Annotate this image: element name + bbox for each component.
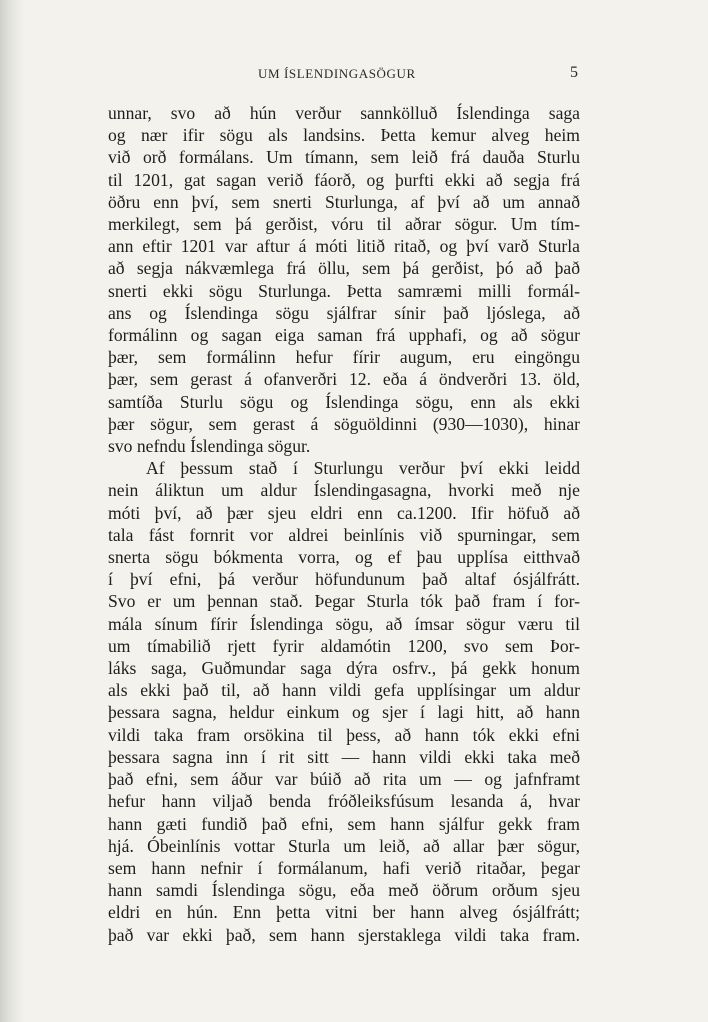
text-line: þessara sagna, heldur einkum og sjer í lagi hitt, að hann xyxy=(108,702,580,723)
text-line: þær, sem formálinn hefur fírir augum, eru eingöngu xyxy=(108,347,580,368)
text-line: hefur hann viljað benda fróðleiksfúsum lesanda á, hvar xyxy=(108,791,580,812)
text-line: til 1201, gat sagan verið fáorð, og þurfti ekki að segja frá xyxy=(108,169,580,190)
text-line: og nær ifir sögu als landsins. Þetta kemur alveg heim xyxy=(108,125,580,146)
text-line: samtíða Sturlu sögu og Íslendinga sögu, enn als ekki xyxy=(108,391,580,412)
text-line: ann eftir 1201 var aftur á móti litið ritað, og því varð Sturla xyxy=(108,236,580,257)
text-line: við orð formálans. Um tímann, sem leið frá dauða Sturlu xyxy=(108,147,580,168)
text-line: formálinn og sagan eiga saman frá upphafi, og að sögur xyxy=(108,325,580,346)
text-line: ans og Íslendinga sögu sjálfrar sínir það ljóslega, að xyxy=(108,302,580,323)
text-line: hjá. Óbeinlínis vottar Sturla um leið, að allar þær sögur, xyxy=(108,835,580,856)
text-line: tala fást fornrit vor aldrei beinlínis við spurningar, sem xyxy=(108,524,580,545)
body-text xyxy=(108,102,580,946)
page-number: 5 xyxy=(570,64,578,81)
text-line: sem hann nefnir í formálanum, hafi verið ritaðar, þegar xyxy=(108,857,580,878)
text-line: mála sínum fírir Íslendinga sögu, að ímsar sögur væru til xyxy=(108,613,580,634)
running-header xyxy=(108,66,578,86)
text-line: hann gæti fundið það efni, sem hann sjálfur gekk fram xyxy=(108,813,580,834)
text-line: láks saga, Guðmundar saga dýra osfrv., þá gekk honum xyxy=(108,658,580,679)
text-line: þær, sem gerast á ofanverðri 12. eða á öndverðri 13. öld, xyxy=(108,369,580,390)
text-line: í því efni, þá verður höfundunum það altaf ósjálfrátt. xyxy=(108,569,580,590)
text-line: það efni, sem áður var búið að rita um — og jafnframt xyxy=(108,769,580,790)
text-line: þessara sagna inn í rit sitt — hann vildi ekki taka með xyxy=(108,746,580,767)
text-line: snerta sögu bókmenta vorra, og ef þau upplísa eitthvað xyxy=(108,547,580,568)
text-line: unnar, svo að hún verður sannkölluð Íslendinga saga xyxy=(108,103,580,123)
binding-gutter-shadow xyxy=(0,0,24,1022)
running-title: UM ÍSLENDINGASÖGUR xyxy=(258,66,416,81)
paragraph-end-line: svo nefndu Íslendinga sögur. xyxy=(108,436,311,457)
text-line: þær sögur, sem gerast á söguöldinni (930—1030), hinar xyxy=(108,413,580,434)
text-line: vildi taka fram orsökina til þess, að hann tók ekki efni xyxy=(108,724,580,745)
text-line: snerti ekki sögu Sturlunga. Þetta samræmi milli formál- xyxy=(108,280,580,301)
text-line: als ekki það til, að hann vildi gefa upplísingar um aldur xyxy=(108,680,580,701)
text-line: móti því, að þær sjeu eldri enn ca.1200. Ifir höfuð að xyxy=(108,502,580,523)
text-line: hann samdi Íslendinga sögu, eða með öðrum orðum sjeu xyxy=(108,880,580,901)
text-line: það var ekki það, sem hann sjerstaklega vildi taka fram. xyxy=(108,924,580,945)
text-line: öðru enn því, sem snerti Sturlunga, af því að um annað xyxy=(108,191,580,212)
text-line: eldri en hún. Enn þetta vitni ber hann alveg ósjálfrátt; xyxy=(108,902,580,923)
text-line: nein áliktun um aldur Íslendingasagna, hvorki með nje xyxy=(108,480,580,501)
text-line: að segja nákvæmlega frá öllu, sem þá gerðist, þó að það xyxy=(108,258,580,279)
text-line: merkilegt, sem þá gerðist, vóru til aðrar sögur. Um tím- xyxy=(108,214,580,235)
paragraph-start-line: Af þessum stað í Sturlungu verður því ekki leidd xyxy=(146,458,580,479)
text-line: um tímabilið rjett fyrir aldamótin 1200, svo sem Þor- xyxy=(108,635,580,656)
text-line: Svo er um þennan stað. Þegar Sturla tók það fram í for- xyxy=(108,591,580,612)
